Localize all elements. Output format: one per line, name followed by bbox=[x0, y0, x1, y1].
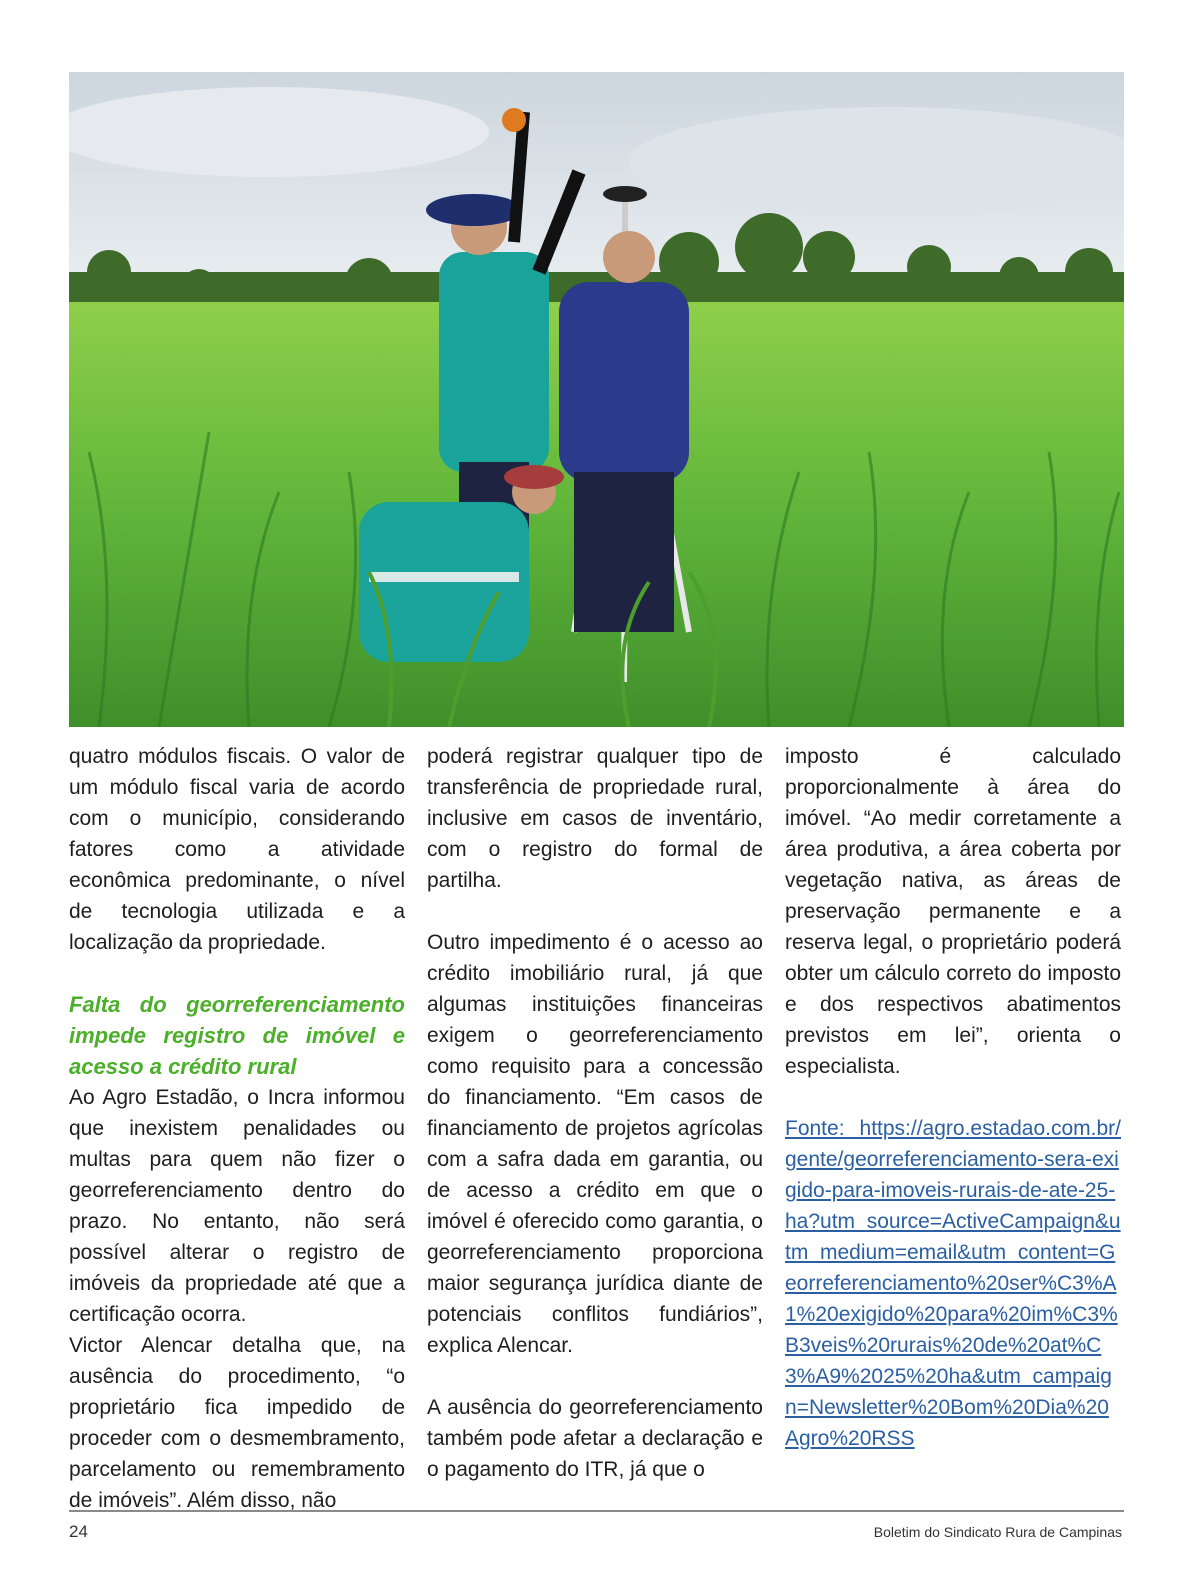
source-link[interactable]: Fonte: https://agro.estadao.com.br/gente/georreferenciamento-sera-exigido-para-imoveis-rurais-de-ate-25-ha?utm_source=ActiveCampaign&utm_medium=email&utm_content=Georreferenciamento%20ser%C3%A1%20exigido%20para%20im%C3%B3veis%20rurais%20de%20at%C3%A9%2025%20ha&utm_campaign=Newsletter%20Bom%20Dia%20Agro%20RSS bbox=[785, 1117, 1121, 1450]
publication-title: Boletim do Sindicato Rura de Campinas bbox=[873, 1524, 1122, 1540]
text-column-2 bbox=[427, 741, 763, 1485]
body-paragraph: A ausência do georreferenciamento também pode afetar a declaração e o pagamento do ITR, já que o bbox=[427, 1396, 763, 1481]
body-paragraph: Ao Agro Estadão, o Incra informou que inexistem penalidades ou multas para quem não fizer o georreferenciamento dentro do prazo. No entanto, não será possível alterar o registro de imóveis da propriedade até que a certificação ocorra. bbox=[69, 1086, 405, 1326]
footer-divider bbox=[69, 1510, 1124, 1512]
text-column-1 bbox=[69, 741, 405, 1516]
body-paragraph: poderá registrar qualquer tipo de transferência de propriedade rural, inclusive em casos de inventário, com o registro do formal de partilha. bbox=[427, 745, 763, 892]
body-paragraph: quatro módulos fiscais. O valor de um módulo fiscal varia de acordo com o município, considerando fatores como a atividade econômica predominante, o nível de tecnologia utilizada e a localização da propriedade. bbox=[69, 745, 405, 954]
text-column-3 bbox=[785, 741, 1121, 1454]
page-number: 24 bbox=[69, 1522, 88, 1541]
article-photo bbox=[69, 72, 1124, 727]
body-paragraph: Victor Alencar detalha que, na ausência do procedimento, “o proprietário fica impedido de proceder com o desmembramento, parcelamento ou remembramento de imóveis”. Além disso, não bbox=[69, 1334, 405, 1512]
body-paragraph: Outro impedimento é o acesso ao crédito imobiliário rural, já que algumas instituições financeiras exigem o georreferenciamento como requisito para a concessão do financiamento. “Em casos de financiamento de projetos agrícolas com a safra dada em garantia, ou de acesso a crédito em que o imóvel é oferecido como garantia, o georreferenciamento proporciona maior segurança jurídica diante de potenciais conflitos fundiários”, explica Alencar. bbox=[427, 931, 763, 1357]
field-survey-image bbox=[69, 72, 1124, 727]
section-subheading: Falta do georreferenciamento impede registro de imóvel e acesso a crédito rural bbox=[69, 992, 405, 1079]
body-paragraph: imposto é calculado proporcionalmente à área do imóvel. “Ao medir corretamente a área produtiva, a área coberta por vegetação nativa, as áreas de preservação permanente e a reserva legal, o proprietário poderá obter um cálculo correto do imposto e dos respectivos abatimentos previstos em lei”, orienta o especialista. bbox=[785, 745, 1121, 1078]
